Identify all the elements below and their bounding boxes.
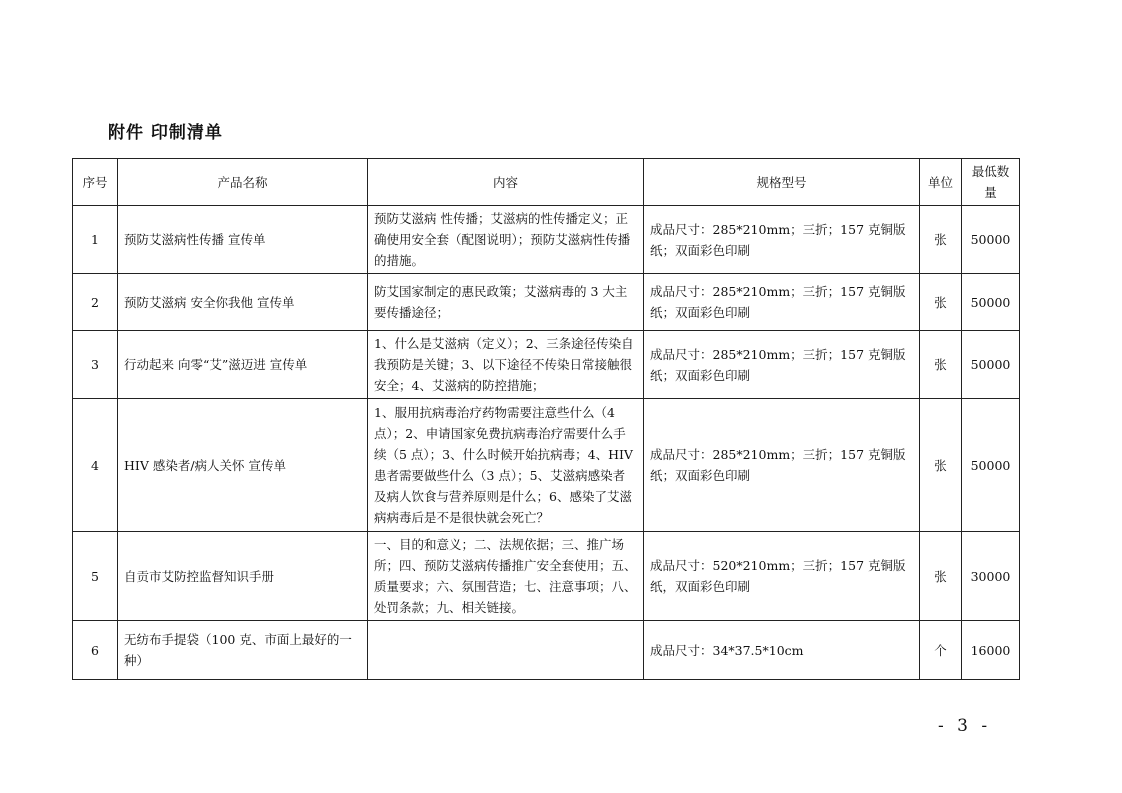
cell-index: 1 xyxy=(73,206,118,274)
cell-content: 预防艾滋病 性传播；艾滋病的性传播定义；正确使用安全套（配图说明）；预防艾滋病性传播的措施。 xyxy=(368,206,644,274)
page-number: - 3 - xyxy=(938,716,992,736)
print-list-table xyxy=(72,158,1020,680)
cell-unit: 张 xyxy=(920,274,962,331)
cell-min-qty: 50000 xyxy=(962,331,1020,399)
cell-content: 防艾国家制定的惠民政策；艾滋病毒的 3 大主要传播途径； xyxy=(368,274,644,331)
cell-unit: 张 xyxy=(920,399,962,532)
cell-spec: 成品尺寸：285*210mm；三折；157 克铜版纸；双面彩色印刷 xyxy=(644,206,920,274)
cell-product: 行动起来 向零“艾”滋迈进 宣传单 xyxy=(118,331,368,399)
cell-product: HIV 感染者/病人关怀 宣传单 xyxy=(118,399,368,532)
header-product: 产品名称 xyxy=(118,159,368,206)
table-row xyxy=(73,399,1020,532)
cell-min-qty: 50000 xyxy=(962,206,1020,274)
header-min-qty: 最低数量 xyxy=(962,159,1020,206)
table-row xyxy=(73,331,1020,399)
cell-content: 1、服用抗病毒治疗药物需要注意些什么（4 点）；2、申请国家免费抗病毒治疗需要什么手续（5 点）；3、什么时候开始抗病毒；4、HIV 患者需要做些什么（3 点）；5、艾滋病感染者及病人饮食与营养原则是什么；6、感染了艾滋病病毒后是不是很快就会死亡？ xyxy=(368,399,644,532)
cell-index: 5 xyxy=(73,532,118,621)
cell-spec: 成品尺寸：285*210mm；三折；157 克铜版纸；双面彩色印刷 xyxy=(644,331,920,399)
cell-product: 自贡市艾防控监督知识手册 xyxy=(118,532,368,621)
cell-index: 6 xyxy=(73,621,118,680)
cell-unit: 个 xyxy=(920,621,962,680)
cell-spec: 成品尺寸：285*210mm；三折；157 克铜版纸；双面彩色印刷 xyxy=(644,399,920,532)
cell-unit: 张 xyxy=(920,532,962,621)
cell-index: 4 xyxy=(73,399,118,532)
cell-index: 3 xyxy=(73,331,118,399)
table-row xyxy=(73,532,1020,621)
cell-content: 一、目的和意义；二、法规依据；三、推广场所；四、预防艾滋病传播推广安全套使用；五、质量要求；六、氛围营造；七、注意事项；八、处罚条款；九、相关链接。 xyxy=(368,532,644,621)
table-row xyxy=(73,274,1020,331)
header-index: 序号 xyxy=(73,159,118,206)
page-title: 附件 印制清单 xyxy=(108,123,223,143)
cell-product: 预防艾滋病 安全你我他 宣传单 xyxy=(118,274,368,331)
cell-min-qty: 50000 xyxy=(962,274,1020,331)
header-content: 内容 xyxy=(368,159,644,206)
cell-unit: 张 xyxy=(920,206,962,274)
cell-content xyxy=(368,621,644,680)
cell-content: 1、什么是艾滋病（定义）；2、三条途径传染自我预防是关键；3、以下途径不传染日常接触很安全；4、艾滋病的防控措施； xyxy=(368,331,644,399)
table-header-row xyxy=(73,159,1020,206)
cell-min-qty: 50000 xyxy=(962,399,1020,532)
cell-unit: 张 xyxy=(920,331,962,399)
cell-product: 无纺布手提袋（100 克、市面上最好的一种） xyxy=(118,621,368,680)
cell-spec: 成品尺寸：520*210mm；三折；157 克铜版纸，双面彩色印刷 xyxy=(644,532,920,621)
cell-spec: 成品尺寸：285*210mm；三折；157 克铜版纸；双面彩色印刷 xyxy=(644,274,920,331)
cell-index: 2 xyxy=(73,274,118,331)
cell-spec: 成品尺寸：34*37.5*10cm xyxy=(644,621,920,680)
table-row xyxy=(73,206,1020,274)
header-spec: 规格型号 xyxy=(644,159,920,206)
cell-min-qty: 30000 xyxy=(962,532,1020,621)
header-unit: 单位 xyxy=(920,159,962,206)
table-row xyxy=(73,621,1020,680)
cell-min-qty: 16000 xyxy=(962,621,1020,680)
cell-product: 预防艾滋病性传播 宣传单 xyxy=(118,206,368,274)
